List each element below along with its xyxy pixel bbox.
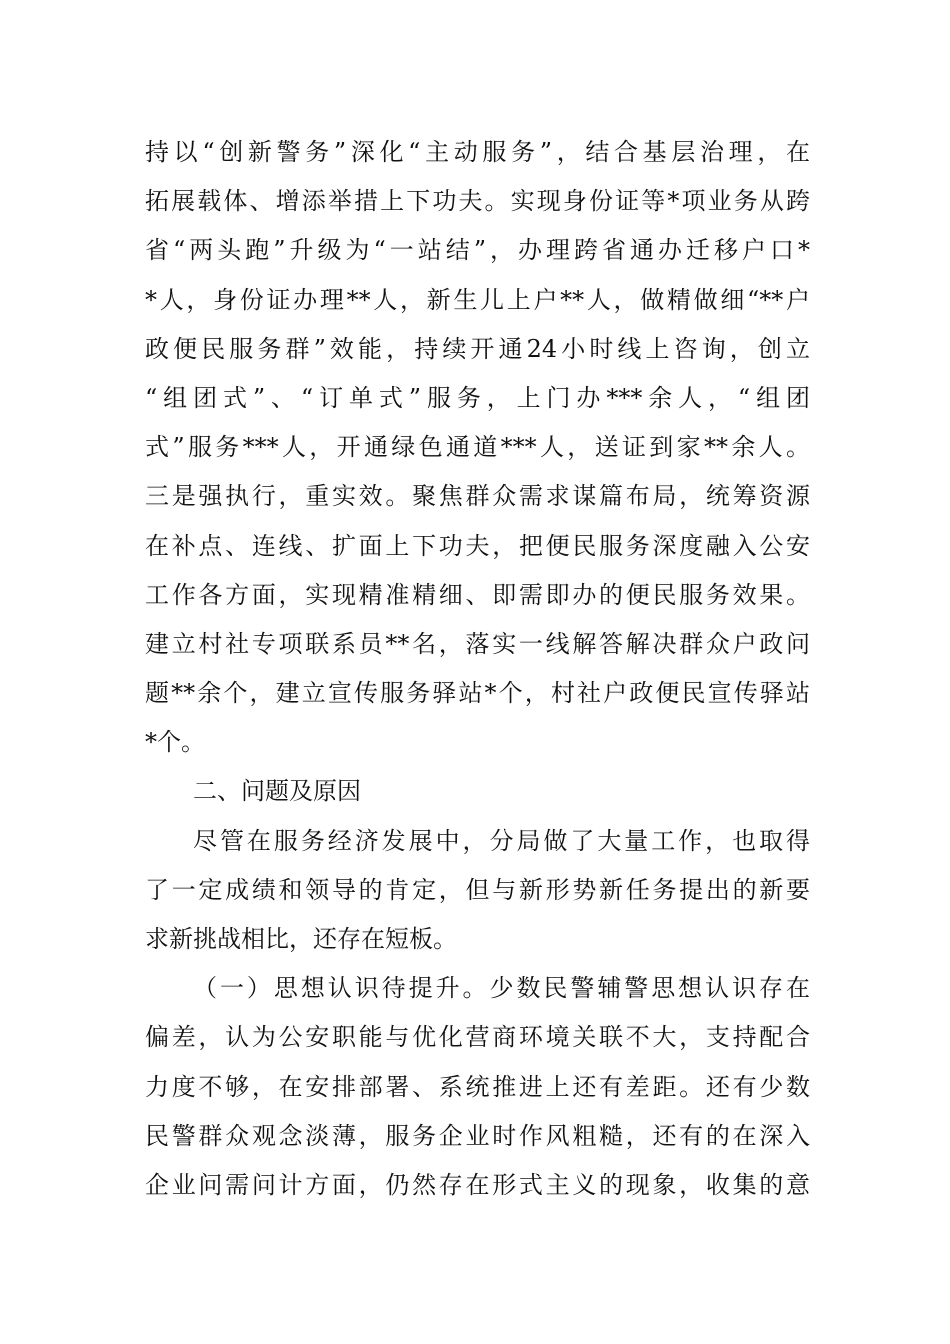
text-line: 省“两头跑”升级为“一站结”，办理跨省通办迁移户口* [145,236,810,265]
section-heading: 二、问题及原因 [193,777,361,806]
subsection-heading-line: （一）思想认识待提升。少数民警辅警思想认识存在 [193,974,810,1003]
text-line: 偏差，认为公安职能与优化营商环境关联不大，支持配合 [145,1023,810,1052]
text-line: 工作各方面，实现精准精细、即需即办的便民服务效果。 [145,580,810,609]
text-line: 在补点、连线、扩面上下功夫，把便民服务深度融入公安 [145,531,810,560]
text-line: 式”服务***人，开通绿色通道***人，送证到家**余人。 [145,433,810,462]
paragraph-first-line: 尽管在服务经济发展中，分局做了大量工作，也取得 [193,826,810,855]
text-line: 政便民服务群”效能，持续开通24小时线上咨询，创立 [145,334,810,363]
text-line: 企业问需问计方面，仍然存在形式主义的现象，收集的意 [145,1170,810,1199]
text-line: 持以“创新警务”深化“主动服务”，结合基层治理，在 [145,138,810,166]
text-line: 拓展载体、增添举措上下功夫。实现身份证等*项业务从跨 [145,187,810,216]
text-line: 建立村社专项联系员**名，落实一线解答解决群众户政问 [145,629,810,658]
document-page [145,128,810,1210]
text-line: 三是强执行，重实效。聚焦群众需求谋篇布局，统筹资源 [145,482,810,511]
text-line: *人，身份证办理**人，新生儿上户**人，做精做细“**户 [145,285,810,314]
text-line: 题**余个，建立宣传服务驿站*个，村社户政便民宣传驿站 [145,679,810,708]
text-line: 了一定成绩和领导的肯定，但与新形势新任务提出的新要 [145,875,810,904]
text-line: 民警群众观念淡薄，服务企业时作风粗糙，还有的在深入 [145,1121,810,1150]
text-line: 力度不够，在安排部署、系统推进上还有差距。还有少数 [145,1072,810,1101]
text-line: “组团式”、“订单式”服务，上门办***余人，“组团 [145,383,810,412]
text-line: *个。 [145,728,205,757]
text-line: 求新挑战相比，还存在短板。 [145,925,457,953]
